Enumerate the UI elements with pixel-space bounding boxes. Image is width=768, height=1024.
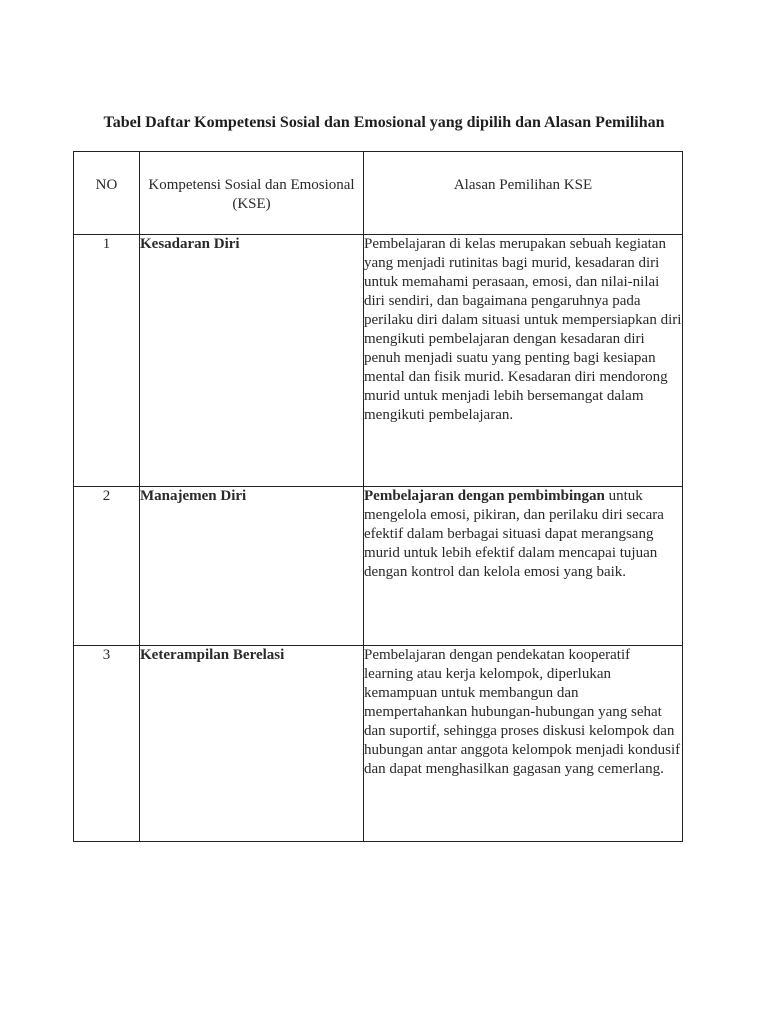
table-header-row: [74, 152, 683, 235]
reason-cell: [364, 646, 683, 842]
competency-name: Keterampilan Berelasi: [140, 646, 364, 842]
reason-cell: [364, 487, 683, 646]
reason-bold-text: Pembelajaran dengan pembimbingan: [364, 488, 605, 504]
reason-text: untuk mengelola emosi, pikiran, dan perilaku diri secara efektif dalam berbagai situasi dapat merangsang murid untuk lebih efektif dalam mencapai tujuan dengan kontrol dan kelola emosi yang baik.: [364, 488, 664, 580]
document-title: Tabel Daftar Kompetensi Sosial dan Emosional yang dipilih dan Alasan Pemilihan: [103, 114, 665, 131]
table-row: [74, 646, 683, 842]
row-number: 1: [74, 235, 140, 487]
header-competency: Kompetensi Sosial dan Emosional (KSE): [140, 152, 364, 235]
header-no: NO: [74, 152, 140, 235]
row-number: 2: [74, 487, 140, 646]
reason-cell: [364, 235, 683, 487]
header-reason: Alasan Pemilihan KSE: [364, 152, 683, 235]
competency-name: Manajemen Diri: [140, 487, 364, 646]
reason-text: Pembelajaran di kelas merupakan sebuah kegiatan yang menjadi rutinitas bagi murid, kesadaran diri untuk memahami perasaan, emosi, dan nilai-nilai diri sendiri, dan bagaimana pengaruhnya pada perilaku diri dalam situasi untuk mempersiapkan diri mengikuti pembelajaran dengan kesadaran diri penuh menjadi suatu yang penting bagi kesiapan mental dan fisik murid. Kesadaran diri mendorong murid untuk menjadi lebih bersemangat dalam mengikuti pembelajaran.: [364, 236, 682, 423]
table-row: [74, 235, 683, 487]
kse-table: [73, 151, 683, 842]
reason-text: Pembelajaran dengan pendekatan kooperatif learning atau kerja kelompok, diperlukan kemampuan untuk membangun dan mempertahankan hubungan-hubungan yang sehat dan suportif, sehingga proses diskusi kelompok dan hubungan antar anggota kelompok menjadi kondusif dan dapat menghasilkan gagasan yang cemerlang.: [364, 647, 681, 777]
competency-name: Kesadaran Diri: [140, 235, 364, 487]
row-number: 3: [74, 646, 140, 842]
table-row: [74, 487, 683, 646]
